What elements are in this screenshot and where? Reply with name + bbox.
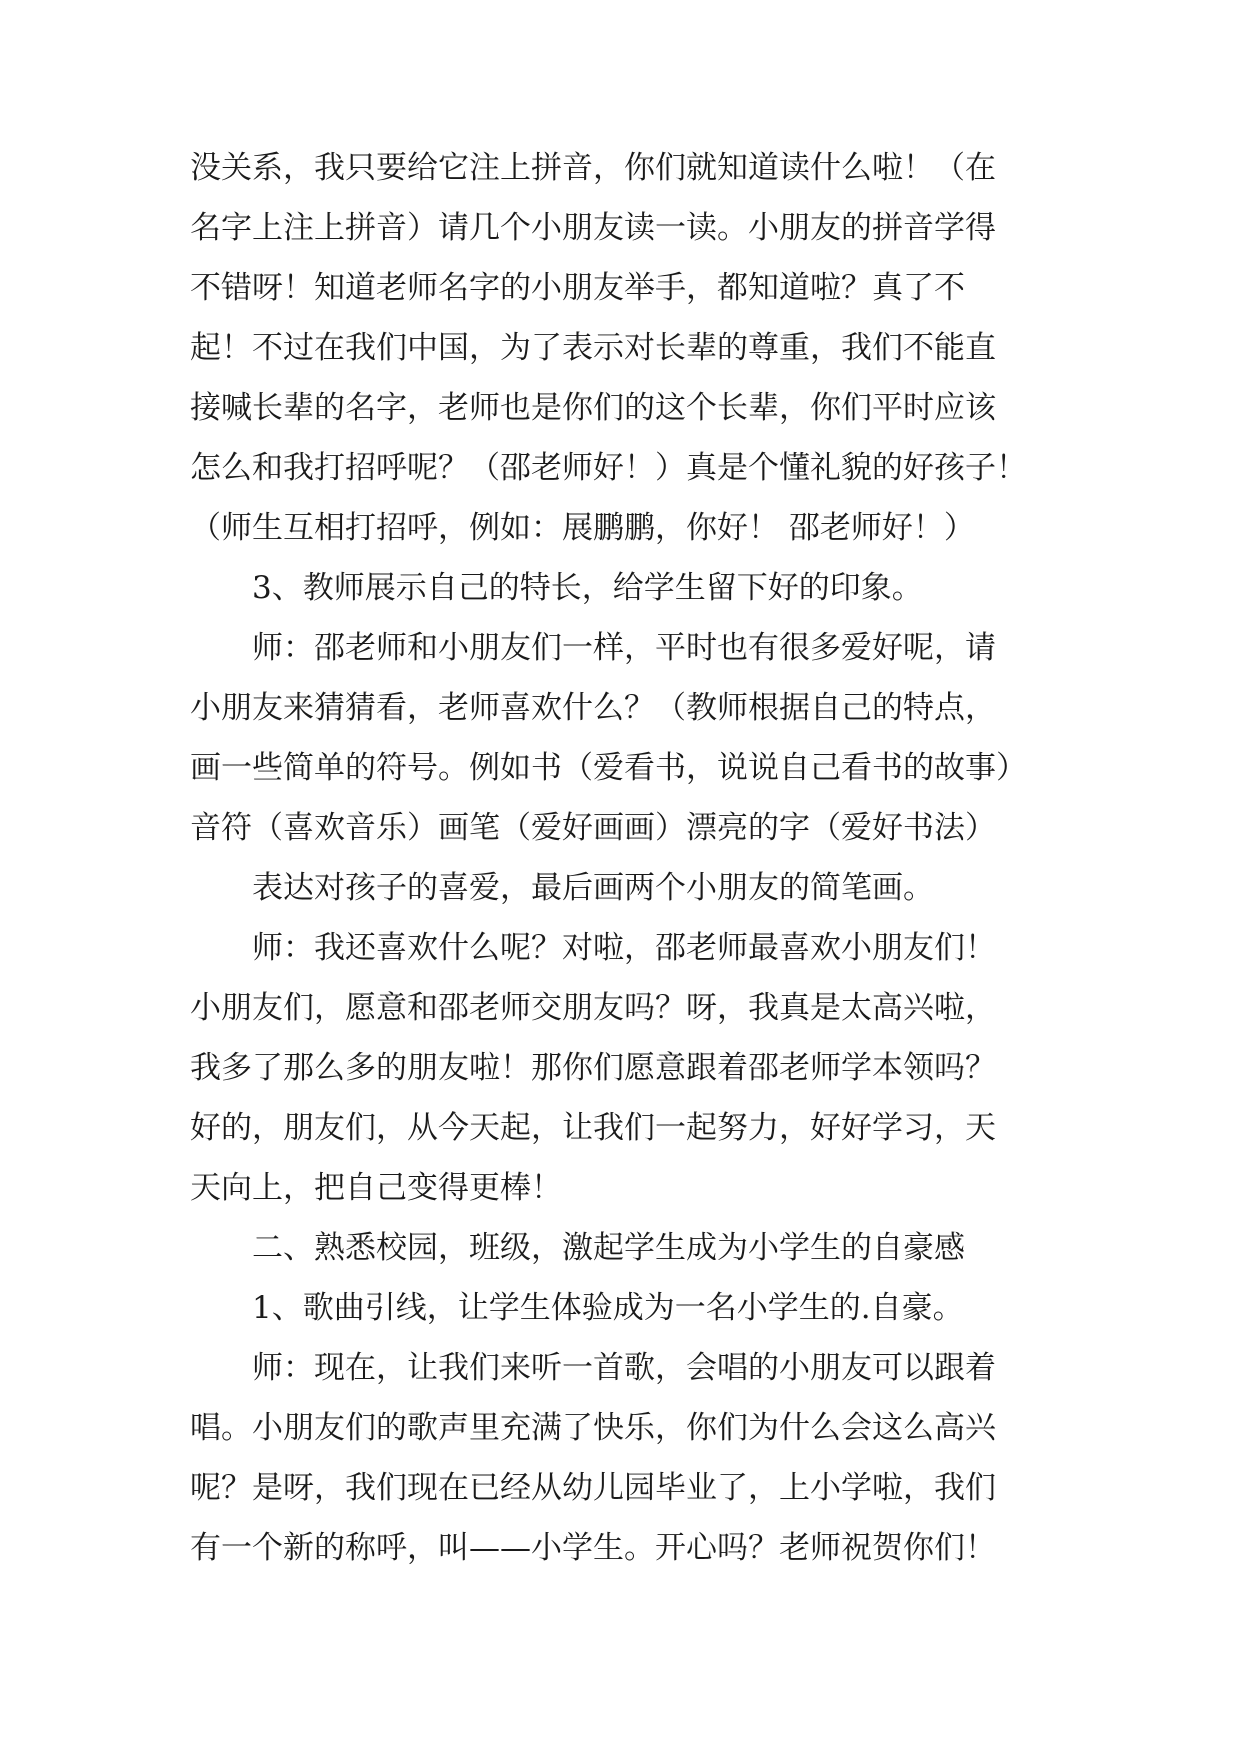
text-line: 小朋友们，愿意和邵老师交朋友吗？呀，我真是太高兴啦， [190, 990, 996, 1026]
text-line: 1、歌曲引线，让学生体验成为一名小学生的.自豪。 [252, 1290, 964, 1326]
text-line: 我多了那么多的朋友啦！那你们愿意跟着邵老师学本领吗？ [190, 1050, 996, 1086]
text-line: 音符（喜欢音乐）画笔（爱好画画）漂亮的字（爱好书法） [190, 810, 996, 846]
text-line: 师：我还喜欢什么呢？对啦，邵老师最喜欢小朋友们！ [252, 930, 996, 966]
text-line: 3、教师展示自己的特长，给学生留下好的印象。 [252, 570, 923, 606]
section-heading: 二、熟悉校园，班级，激起学生成为小学生的自豪感 [252, 1230, 965, 1266]
text-line: 唱。小朋友们的歌声里充满了快乐，你们为什么会这么高兴 [190, 1410, 996, 1446]
text-line: 表达对孩子的喜爱，最后画两个小朋友的简笔画。 [252, 870, 934, 906]
text-line: 小朋友来猜猜看，老师喜欢什么？（教师根据自己的特点， [190, 690, 996, 726]
text-line: 怎么和我打招呼呢？（邵老师好！）真是个懂礼貌的好孩子！ [190, 450, 1027, 486]
text-line: 师：邵老师和小朋友们一样，平时也有很多爱好呢，请 [252, 630, 996, 666]
text-line: 名字上注上拼音）请几个小朋友读一读。小朋友的拼音学得 [190, 210, 996, 246]
text-line: 师：现在，让我们来听一首歌，会唱的小朋友可以跟着 [252, 1350, 996, 1386]
text-line: （师生互相打招呼，例如：展鹏鹏，你好！ 邵老师好！） [190, 510, 975, 546]
text-line: 起！不过在我们中国，为了表示对长辈的尊重，我们不能直 [190, 330, 996, 366]
text-line: 画一些简单的符号。例如书（爱看书，说说自己看书的故事） [190, 750, 1027, 786]
text-line: 接喊长辈的名字，老师也是你们的这个长辈，你们平时应该 [190, 390, 996, 426]
text-line: 天向上，把自己变得更棒！ [190, 1170, 562, 1206]
text-line: 呢？是呀，我们现在已经从幼儿园毕业了，上小学啦，我们 [190, 1470, 996, 1506]
text-line: 没关系，我只要给它注上拼音，你们就知道读什么啦！（在 [190, 150, 996, 186]
text-line: 不错呀！知道老师名字的小朋友举手，都知道啦？真了不 [190, 270, 965, 306]
text-line: 有一个新的称呼，叫——小学生。开心吗？老师祝贺你们！ [190, 1530, 996, 1566]
text-line: 好的，朋友们，从今天起，让我们一起努力，好好学习，天 [190, 1110, 996, 1146]
